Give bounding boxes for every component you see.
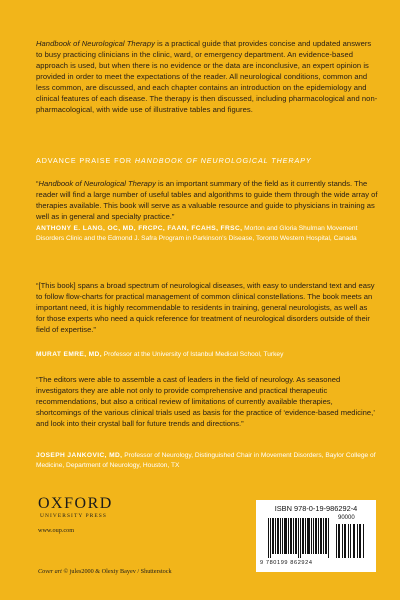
attribution-jankovic [36, 451, 378, 470]
credit-text: © jules2000 & Olexiy Bayev / Shutterstock [61, 568, 172, 575]
cover-art-credit [38, 568, 172, 575]
attribution-name: MURAT EMRE, MD, [36, 351, 102, 358]
attribution-affiliation: Morton and Gloria Shulman Movement Disorders Clinic and the Edmond J. Safra Program in Parkinson’s Disease, Toronto Western Hospital, Canada [36, 225, 358, 242]
credit-label: Cover art [38, 568, 62, 575]
publisher-url: www.oup.com [38, 527, 75, 534]
barcode-digits: 9 780199 862924 [260, 560, 313, 566]
description-book-title: Handbook of Neurological Therapy [36, 39, 155, 48]
publisher-logo [38, 496, 158, 519]
attribution-lang [36, 224, 378, 243]
quote-open-mark: “ [36, 179, 39, 188]
publisher-name: OXFORD [38, 495, 113, 512]
description-body: is a practical guide that provides concise and updated answers to busy practicing clinicians in the clinic, ward, or emergency department. An evidence-based approach is used, but when there is no evidence or the data are inconclusive, an expert opinion is provided in order to meet the expectations of the reader. All neurological conditions, common and less common, are discussed, and each chapter contains an introduction on the epidemiology and clinical features of each disease. The therapy is then discussed, including pharmacological and non-pharmacological, with wide use of illustrative tables and figures. [36, 39, 378, 114]
praise-heading [36, 156, 378, 165]
quote-book-title: Handbook of Neurological Therapy [38, 179, 156, 188]
praise-heading-book: HANDBOOK OF NEUROLOGICAL THERAPY [134, 156, 312, 165]
attribution-name: ANTHONY E. LANG, OC, MD, FRCPC, FAAN, FCAHS, FRSC, [36, 225, 243, 232]
quote-text: is an important summary of the field as it currently stands. The reader will find a large number of useful tables and algorithms to guide them through the wide array of therapies available. This book will serve as a valuable resource and guide to physicians in training as well as in general and specialty practice.” [36, 179, 378, 221]
barcode-icon [268, 518, 330, 558]
attribution-affiliation: Professor at the University of Istanbul Medical School, Turkey [101, 351, 284, 358]
publisher-subtitle: UNIVERSITY PRESS [40, 513, 107, 519]
attribution-emre [36, 350, 378, 360]
attribution-affiliation: Professor of Neurology, Distinguished Chair in Movement Disorders, Baylor College of Medicine, Department of Neurology, Houston, TX [36, 452, 376, 469]
quote-lang [36, 178, 378, 222]
price-barcode-icon [336, 524, 366, 558]
quote-emre [36, 280, 378, 335]
barcode-panel [256, 500, 376, 572]
quote-text: “[This book] spans a broad spectrum of neurological diseases, with easy to understand text and easy to follow flow-charts for practical management of common clinical constellations. The book meets an important need, it is highly recommendable to residents in training, general neurologists, as well as for those experts who need a quick reference for treatment of neurological disorders outside of their field of expertise.” [36, 281, 375, 334]
book-description [36, 38, 378, 115]
price-code: 90000 [338, 515, 355, 521]
attribution-name: JOSEPH JANKOVIC, MD, [36, 452, 123, 459]
isbn-label: ISBN 978-0-19-986292-4 [274, 504, 358, 513]
praise-heading-prefix: ADVANCE PRAISE FOR [36, 156, 135, 165]
quote-text: “The editors were able to assemble a cast of leaders in the field of neurology. As seasoned investigators they are able not only to provide comprehensive and practical therapeutic recommendations, but also a critical review of limitations of currently available therapies, shortcomings of the various clinical trials used as basis for the practice of ‘evidence-based medicine,’ and look into their crystal ball for future trends and directions.” [36, 375, 375, 428]
quote-jankovic [36, 374, 378, 429]
